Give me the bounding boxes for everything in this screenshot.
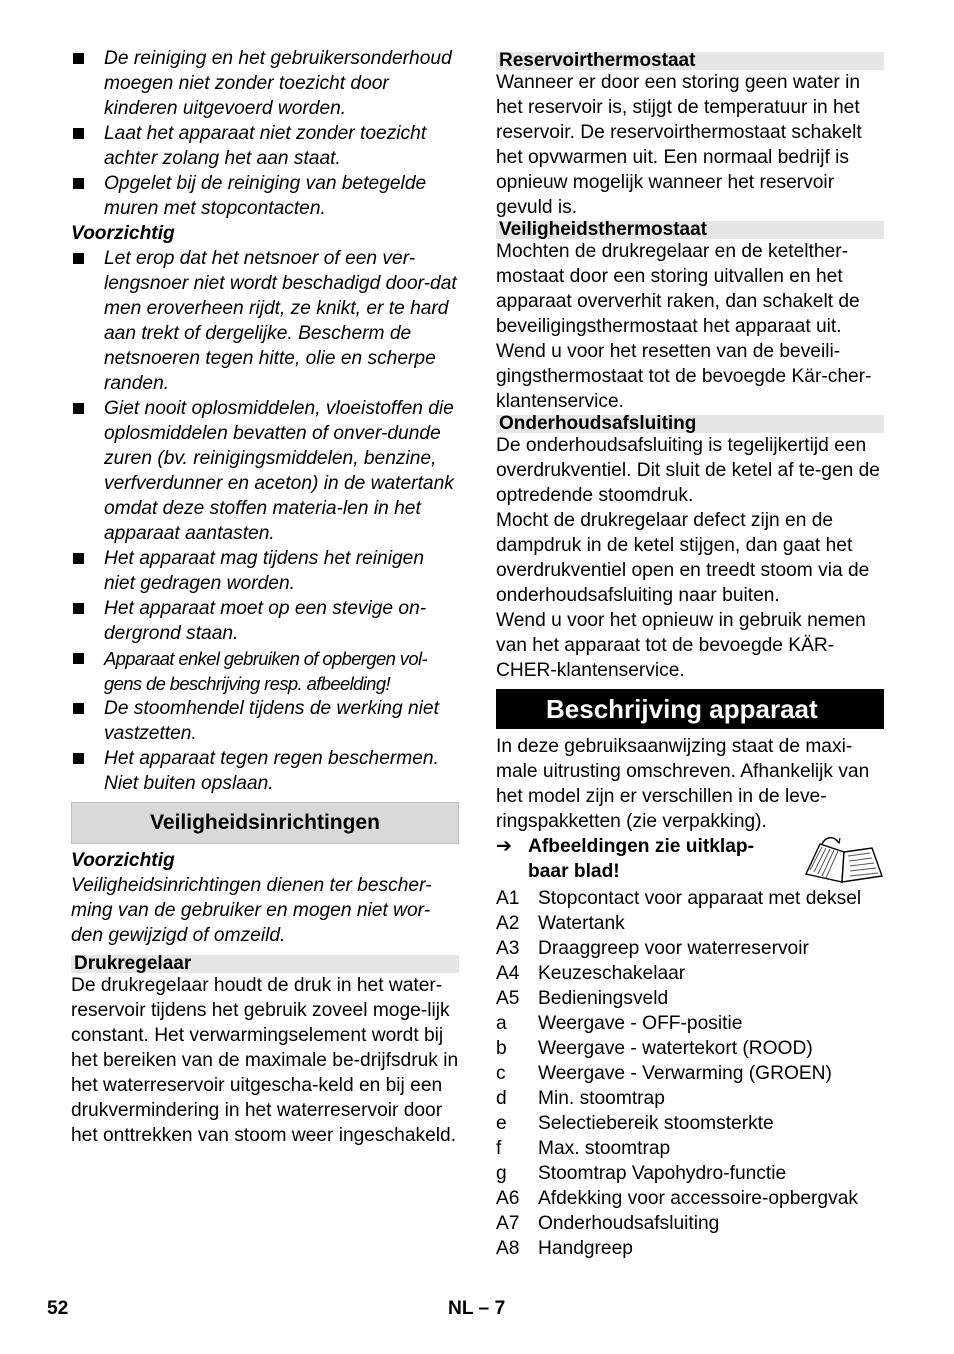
bullet-square-icon (73, 53, 84, 64)
caution-label: Voorzichtig (71, 850, 175, 871)
subheading-veiligheidsthermostaat: Veiligheidsthermostaat (496, 221, 884, 239)
page-number: 52 (47, 1298, 69, 1319)
legend-item (496, 1111, 884, 1136)
legend-label: Weergave - OFF-positie (538, 1013, 743, 1034)
paragraph-reservoirthermostaat: Wanneer er door een storing geen water in het reservoir is, stijgt de temperatuur in het reservoir. De reservoirthermostaat schakelt het opvwarmen uit. Een normaal bedrijf is opnieuw mogelijk wanneer het reservoir gevuld is. (496, 72, 862, 218)
bullet-item (71, 121, 459, 171)
legend-key: g (496, 1163, 507, 1184)
legend-label: Handgreep (538, 1238, 633, 1259)
legend-key: A8 (496, 1238, 520, 1259)
legend-item (496, 1186, 884, 1211)
bullet-square-icon (73, 253, 84, 264)
bullet-square-icon (73, 403, 84, 414)
bullet-square-icon (73, 553, 84, 564)
legend-item (496, 986, 884, 1011)
bullet-text: Het apparaat mag tijdens het reinigen niet gedragen worden. (104, 548, 424, 594)
bullet-text: De stoomhendel tijdens de werking niet vastzetten. (104, 698, 439, 744)
legend-item (496, 1086, 884, 1111)
legend-key: f (496, 1138, 502, 1159)
bullet-text: Let erop dat het netsnoer of een ver-lengsnoer niet wordt beschadigd door-dat men eroverheen rijdt, ze knikt, er te hard aan trekt of dergelijke. Bescherm de netsnoeren tegen hitte, olie en scherpe randen. (104, 248, 457, 394)
paragraph-drukregelaar: De drukregelaar houdt de druk in het water-reservoir tijdens het gebruik zoveel moge-lijk constant. Het verwarmingselement wordt bij het bereiken van de maximale be-drijfsdruk in het waterreservoir uitgescha-keld en bij een drukvermindering in het waterreservoir door het onttrekken van stoom weer ingeschakeld. (71, 975, 459, 1146)
legend-item (496, 1236, 884, 1261)
bullet-item (71, 596, 459, 646)
figure-reference-text: ➔ Afbeeldingen zie uitklap-baar blad! (496, 836, 755, 882)
paragraph-onderhoud-1: De onderhoudsafsluiting is tegelijkertijd een overdrukventiel. Dit sluit de ketel af te-gen de optredende stoomdruk. (496, 435, 880, 506)
legend-label: Min. stoomtrap (538, 1088, 665, 1109)
legend-key: A3 (496, 938, 520, 959)
legend-item (496, 1211, 884, 1236)
bullet-item (71, 246, 459, 396)
legend-label: Max. stoomtrap (538, 1138, 671, 1159)
legend-item (496, 1036, 884, 1061)
legend-label: Keuzeschakelaar (538, 963, 686, 984)
bullet-square-icon (73, 703, 84, 714)
legend-label: Onderhoudsafsluiting (538, 1213, 720, 1234)
legend-key: c (496, 1063, 506, 1084)
legend-key: b (496, 1038, 507, 1059)
chapter-intro-paragraph: In deze gebruiksaanwijzing staat de maxi-male uitrusting omschreven. Afhankelijk van het model zijn er verschillen in de leve-ringspakketten (zie verpakking). (496, 736, 870, 832)
legend-label: Bedieningsveld (538, 988, 669, 1009)
bullet-item (71, 171, 459, 221)
bullet-text: Apparaat enkel gebruiken of opbergen vol-gens de beschrijving resp. afbeelding! (104, 648, 428, 694)
legend-label: Draaggreep voor waterreservoir (538, 938, 809, 959)
legend-label: Stopcontact voor apparaat met deksel (538, 888, 862, 909)
bullet-item (71, 646, 459, 696)
right-column (496, 46, 884, 1261)
bullet-square-icon (73, 178, 84, 189)
caution-label: Voorzichtig (71, 223, 175, 244)
legend-key: A7 (496, 1213, 520, 1234)
bullet-item (71, 696, 459, 746)
legend-key: A2 (496, 913, 520, 934)
bullet-item (71, 396, 459, 546)
legend-key: d (496, 1088, 507, 1109)
bullet-text: Opgelet bij de reiniging van betegelde muren met stopcontacten. (104, 173, 427, 219)
book-icon (802, 834, 884, 884)
legend-key: A5 (496, 988, 520, 1009)
bullet-square-icon (73, 753, 84, 764)
section-heading: Veiligheidsinrichtingen (71, 802, 459, 844)
subheading-reservoirthermostaat: Reservoirthermostaat (496, 52, 884, 70)
bullet-square-icon (73, 653, 84, 664)
legend-label: Weergave - Verwarming (GROEN) (538, 1063, 832, 1084)
legend-key: A4 (496, 963, 520, 984)
bullet-item (71, 746, 459, 796)
bullet-text: Laat het apparaat niet zonder toezicht achter zolang het aan staat. (104, 123, 427, 169)
legend-key: a (496, 1013, 507, 1034)
bullet-list-caution (71, 246, 459, 796)
paragraph-onderhoud-3: Wend u voor het opnieuw in gebruik nemen van het apparaat tot de bevoegde KÄR-CHER-klantenservice. (496, 610, 866, 681)
legend-item (496, 886, 884, 911)
legend-item (496, 1136, 884, 1161)
legend-item (496, 1011, 884, 1036)
bullet-text: De reiniging en het gebruikersonderhoud moegen niet zonder toezicht door kinderen uitgevoerd worden. (104, 48, 452, 119)
chapter-title: Beschrijving apparaat (496, 689, 884, 729)
legend-key: e (496, 1113, 507, 1134)
bullet-text: Giet nooit oplosmiddelen, vloeistoffen die oplosmiddelen bevatten of onver-dunde zuren (bv. reinigingsmiddelen, benzine, verfverdunner en aceton) in de watertank omdat deze stoffen materia-len in het apparaat aantasten. (104, 398, 454, 544)
legend-label: Selectiebereik stoomsterkte (538, 1113, 774, 1134)
legend-item (496, 1161, 884, 1186)
subheading-drukregelaar: Drukregelaar (71, 955, 459, 973)
left-column (71, 46, 459, 1148)
component-legend (496, 886, 884, 1261)
paragraph-veiligheidsthermostaat: Mochten de drukregelaar en de ketelther-mostaat door een storing uitvallen en het apparaat oververhit raken, dan schakelt de beveiligingsthermostaat het apparaat uit. Wend u voor het resetten van de beveili-gingsthermostaat tot de bevoegde Kär-cher-klantenservice. (496, 241, 872, 412)
legend-key: A6 (496, 1188, 520, 1209)
arrow-right-icon: ➔ (496, 836, 513, 857)
safety-intro-paragraph: Veiligheidsinrichtingen dienen ter bescher-ming van de gebruiker en mogen niet wor-den gewijzigd of omzeild. (71, 875, 432, 946)
paragraph-onderhoud-2: Mocht de drukregelaar defect zijn en de dampdruk in de ketel stijgen, dan gaat het overdrukventiel open en treedt stoom via de onderhoudsafsluiting naar buiten. (496, 510, 870, 606)
subheading-onderhoudsafsluiting: Onderhoudsafsluiting (496, 415, 884, 433)
bullet-item (71, 46, 459, 121)
legend-item (496, 911, 884, 936)
bullet-item (71, 546, 459, 596)
legend-item (496, 1061, 884, 1086)
section-page-label: NL – 7 (448, 1298, 506, 1319)
legend-label: Weergave - watertekort (ROOD) (538, 1038, 813, 1059)
legend-label: Stoomtrap Vapohydro-functie (538, 1163, 787, 1184)
legend-item (496, 961, 884, 986)
legend-item (496, 936, 884, 961)
legend-key: A1 (496, 888, 520, 909)
legend-label: Watertank (538, 913, 625, 934)
bullet-text: Het apparaat moet op een stevige on-dergrond staan. (104, 598, 427, 644)
figure-reference (496, 834, 884, 886)
bullet-square-icon (73, 603, 84, 614)
bullet-list-general (71, 46, 459, 221)
legend-label: Afdekking voor accessoire-opbergvak (538, 1188, 858, 1209)
bullet-square-icon (73, 128, 84, 139)
bullet-text: Het apparaat tegen regen beschermen. Niet buiten opslaan. (104, 748, 439, 794)
